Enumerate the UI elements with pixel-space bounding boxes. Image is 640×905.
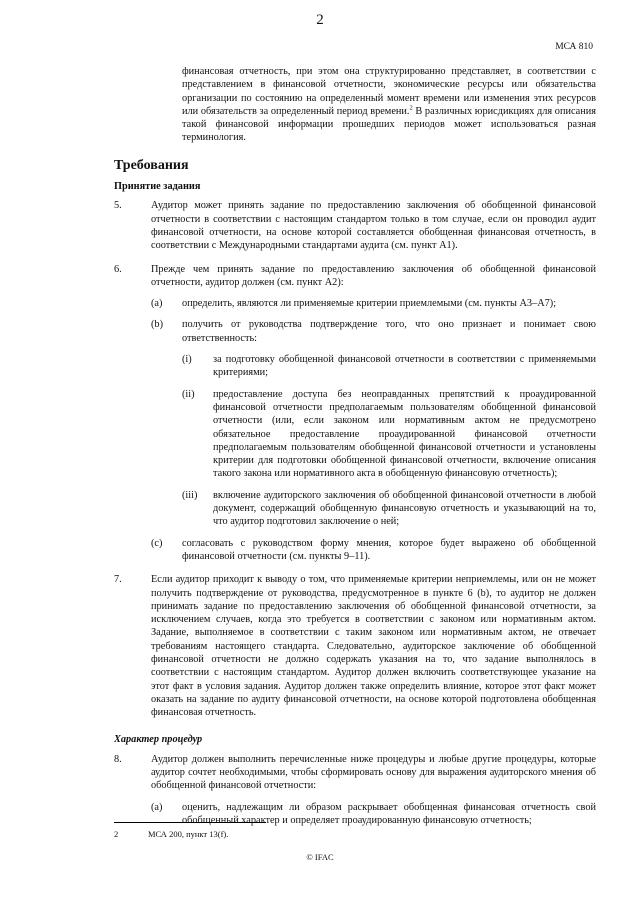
list-item-a [151, 297, 596, 310]
page-number: 2 [316, 12, 324, 28]
list-marker: (iii) [182, 489, 198, 501]
list-marker: (a) [151, 298, 163, 310]
paragraph-text: Аудитор должен выполнить перечисленные ниже процедуры и любые другие процедуры, которые аудитор сочтет необходимыми, чтобы сформировать основу для выражения аудиторского мнения об обобщенной финансовой отчетности: [151, 753, 596, 792]
footnote-mark: 2 [114, 829, 119, 839]
paragraph-7 [114, 573, 596, 719]
section-heading-requirements: Требования [114, 157, 189, 173]
footnote-ref: 2 [409, 104, 413, 112]
footnote-separator [114, 822, 266, 823]
intro-text-continued: В различных юрисдикциях для описания такой финансовой информации прошедших периодов может использоваться разная терминология. [182, 105, 596, 144]
subheading-procedures: Характер процедур [114, 734, 203, 746]
paragraph-6 [114, 263, 596, 564]
paragraph-5 [114, 199, 596, 252]
page-footer: © IFAC [306, 852, 334, 862]
list-item-text: определить, являются ли применяемые критерии приемлемыми (см. пункты A3–A7); [182, 298, 557, 310]
subheading-acceptance: Принятие задания [114, 181, 201, 193]
list-item-b [151, 318, 596, 528]
paragraph-number: 8. [114, 753, 122, 765]
list-item-text: оценить, надлежащим ли образом раскрывает обобщенная финансовая отчетность свой обобщенный характер и определяет проаудированную финансовую отчетность; [182, 801, 596, 826]
list-marker: (i) [182, 354, 192, 366]
paragraph-number: 5. [114, 200, 122, 212]
footnote [114, 829, 228, 839]
paragraph-number: 7. [114, 574, 122, 586]
list-marker: (a) [151, 801, 163, 813]
list-item-a [151, 801, 596, 828]
list-marker: (ii) [182, 388, 195, 400]
list-item-text: предоставление доступа без неоправданных препятствий к проаудированной финансовой отчетности предполагаемым пользователям обобщенной финансовой отчетности (или, если законом или нормативным актом не предусмотрено обязательное предоставление проаудированной финансовой отчетности предполагаемым пользователям обобщенной финансовой отчетности и установлены критерии для подготовки обобщенной финансовой отчетности, включение описания такого закона или нормативного акта в обобщенную финансовую отчетность); [213, 388, 596, 480]
intro-text: финансовая отчетность, при этом она структурированно представляет, в соответствии с представлением в финансовой отчетности, экономические ресурсы или обязательства организации по состоянию на определенный момент времени или изменения этих ресурсов или обязательств за определенный период времени. [182, 66, 596, 117]
page-content [114, 65, 596, 837]
list-item-c [151, 537, 596, 564]
list-marker: (c) [151, 537, 163, 549]
list-item-text: за подготовку обобщенной финансовой отчетности в соответствии с применяемыми критериями; [213, 354, 596, 379]
list-item-b-ii [182, 388, 596, 481]
intro-paragraph [182, 65, 596, 145]
document-code: МСА 810 [555, 42, 593, 52]
list-item-b-iii [182, 489, 596, 529]
footnote-text: МСА 200, пункт 13(f). [148, 829, 229, 839]
paragraph-text: Если аудитор приходит к выводу о том, что применяемые критерии неприемлемы, или он не может получить подтверждение от руководства, предусмотренное в пункте 6 (b), то аудитор не должен принимать задание по предоставлению заключения об обобщенной финансовой отчетности, за исключением случаев, когда это требуется в соответствии с законом или нормативным актом. Задание, выполняемое в соответствии с таким законом или нормативным актом, не отвечает требованиям настоящего стандарта. Следовательно, аудиторское заключение об обобщенной финансовой отчетности не должно содержать указания на то, что задание выполнялось в соответствии с настоящим стандартом. Аудитор должен включить соответствующее указание на этот факт в условия задания. Аудитор должен также определить влияние, которое этот факт может оказать на задание по аудиту финансовой отчетности, на основе которой подготовлена обобщенная финансовая отчетность. [151, 574, 596, 719]
paragraph-text: Прежде чем принять задание по предоставлению заключения об обобщенной финансовой отчетности, аудитор должен (см. пункт A2): [151, 263, 596, 288]
paragraph-8 [114, 753, 596, 827]
list-item-b-i [182, 353, 596, 380]
list-item-text: согласовать с руководством форму мнения, которое будет выражено об обобщенной финансовой отчетности (см. пункты 9–11). [182, 537, 596, 562]
paragraph-text: Аудитор может принять задание по предоставлению заключения об обобщенной финансовой отчетности в соответствии с настоящим стандартом только в том случае, если он проводил аудит финансовой отчетности, на основе которой составляется обобщенная финансовая отчетность, в соответствии с Международными стандартами аудита (см. пункт A1). [151, 200, 596, 252]
list-item-text: получить от руководства подтверждение того, что оно признает и понимает свою ответственность: [182, 319, 596, 344]
list-marker: (b) [151, 319, 164, 331]
list-item-text: включение аудиторского заключения об обобщенной финансовой отчетности в любой документ, содержащий обобщенную финансовую отчетность и указывающий на то, что аудитор подготовил заключение о ней; [213, 489, 596, 528]
paragraph-number: 6. [114, 263, 122, 275]
